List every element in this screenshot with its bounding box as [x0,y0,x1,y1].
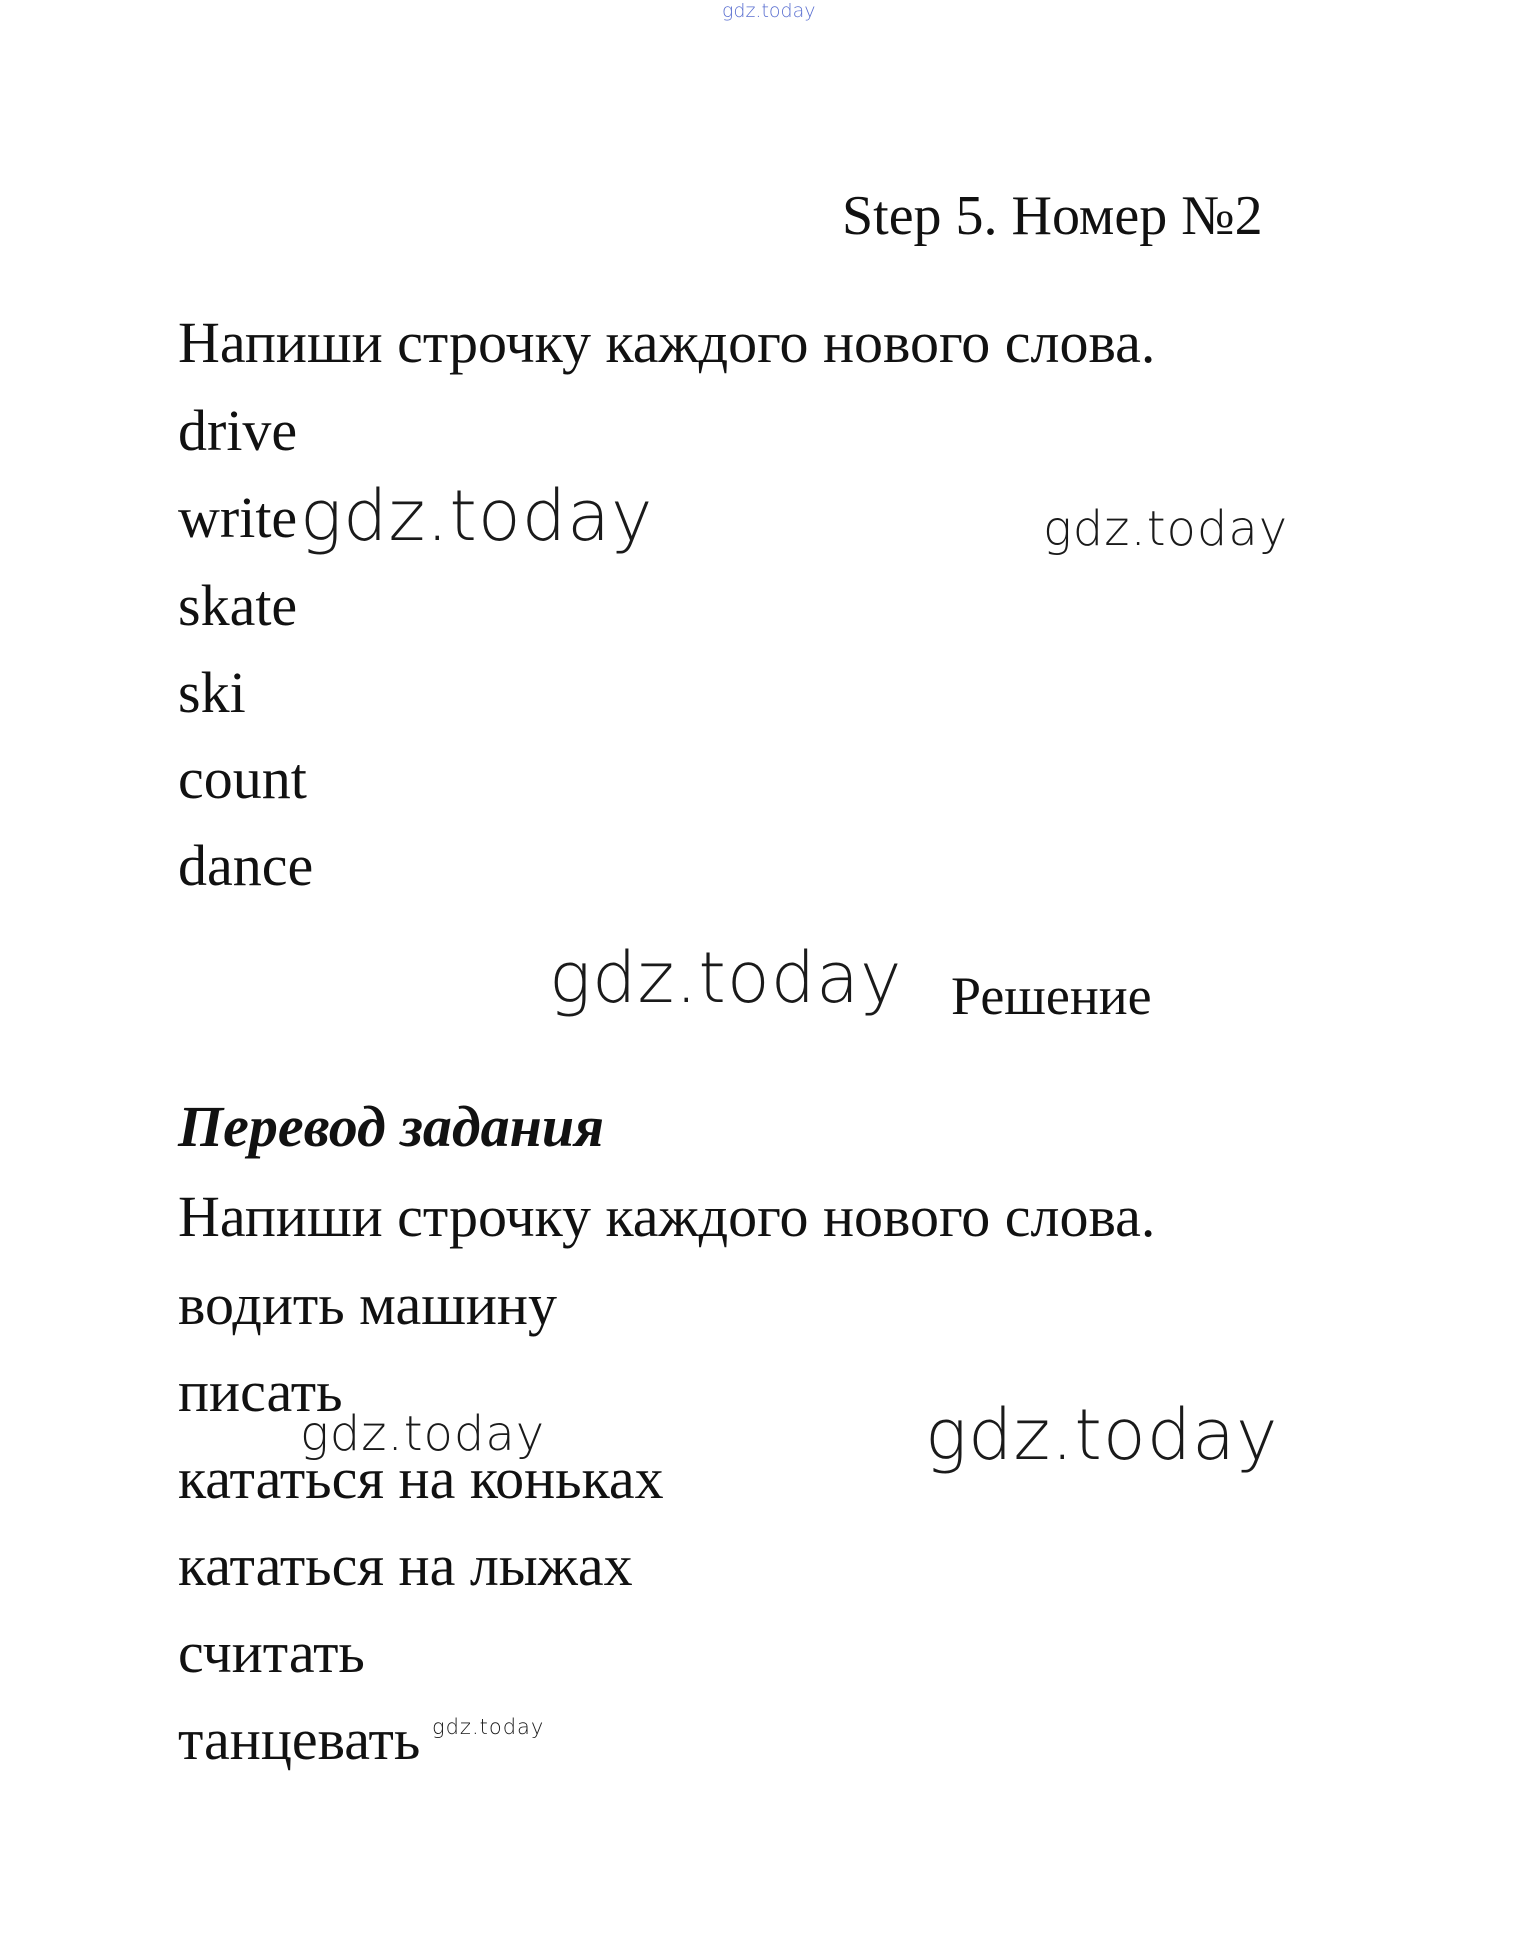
word-drive: drive [178,398,298,463]
watermark-near-translation: gdz.today [300,1406,546,1462]
translation-heading: Перевод задания [178,1094,604,1159]
translation-word-write: писать [178,1359,343,1424]
translation-word-drive: водить машину [178,1272,557,1337]
watermark-after-write: gdz.today [300,475,654,557]
word-count: count [178,746,307,811]
word-dance: dance [178,833,314,898]
translation-word-skate: кататься на коньках [178,1446,664,1511]
watermark-small-after-last: gdz.today [432,1715,545,1739]
solution-label: Решение [951,966,1152,1026]
task-instruction: Напиши строчку каждого нового слова. [178,310,1156,375]
translation-instruction: Напиши строчку каждого нового слова. [178,1184,1156,1249]
page-title: Step 5. Номер №2 [842,185,1263,247]
word-write: write [178,485,298,550]
word-skate: skate [178,573,298,638]
watermark-right-of-write: gdz.today [1043,501,1289,557]
translation-word-dance: танцевать [178,1707,421,1772]
watermark-before-solution: gdz.today [549,937,903,1019]
watermark-right-of-translation: gdz.today [925,1394,1279,1476]
word-ski: ski [178,660,246,725]
translation-word-count: считать [178,1620,365,1685]
translation-word-ski: кататься на лыжах [178,1533,633,1598]
watermark-top: gdz.today [722,0,816,22]
